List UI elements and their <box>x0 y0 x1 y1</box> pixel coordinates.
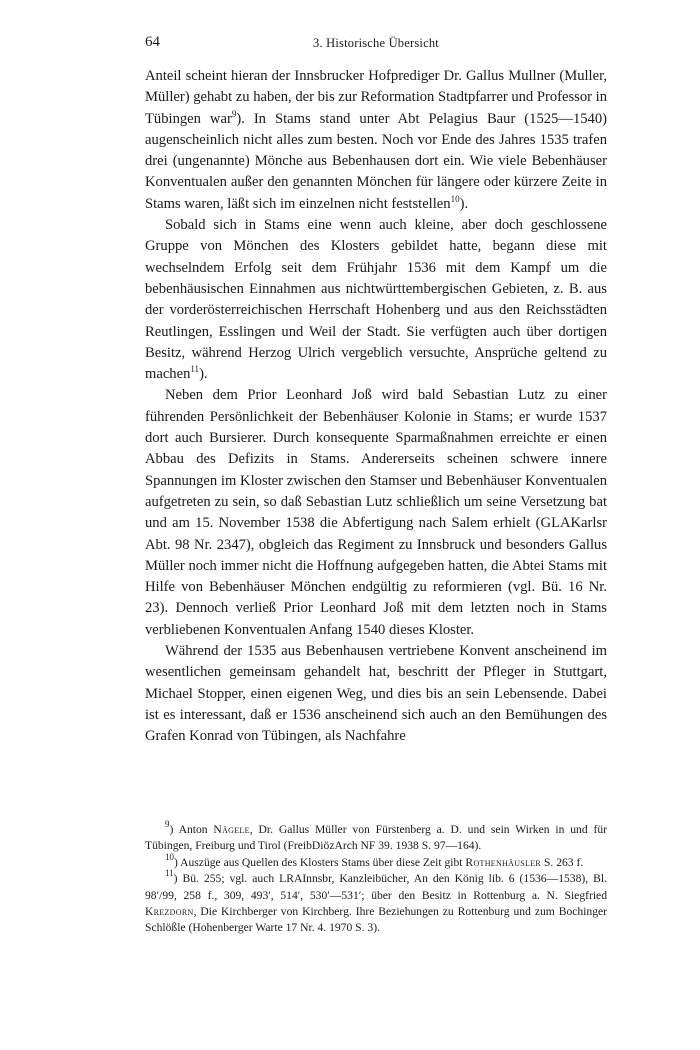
paragraph <box>145 66 607 215</box>
footnote-marker: 9 <box>165 819 170 829</box>
author-name: Rothenhäusler <box>465 855 542 869</box>
paragraph-text: Sobald sich in Stams eine wenn auch kleine, aber doch geschlossene Gruppe von Mönchen des Klosters gebildet hatte, begann diese mit wechselndem Erfolg seit dem Frühjahr 1536 mit dem Kampf um die bebenhäusischen Einnahmen aus nichtwürttembergischen Gebieten, z. B. aus der vorderösterreichischen Herrschaft Hohenberg und aus den Reichsstädten Reutlingen, Esslingen und Weil der Stadt. Sie verfügten auch über dortigen Besitz, während Herzog Ulrich vergeblich versuchte, Ansprüche geltend zu machen <box>145 217 607 383</box>
paragraph <box>145 641 607 747</box>
footnote <box>145 851 607 871</box>
footnote-text: S. 263 f. <box>541 855 584 869</box>
footnote-marker: 11 <box>190 364 200 375</box>
footnote-text: ) Anton <box>169 823 214 836</box>
footnote-text: , Die Kirchberger von Kirchberg. Ihre Beziehungen zu Rottenburg und zum Bochinger Schlößle (Hohenberger Warte 17 Nr. 4. 1970 S. 3). <box>145 905 607 935</box>
footnote <box>145 819 607 855</box>
paragraph-text: Neben dem Prior Leonhard Joß wird bald Sebastian Lutz zu einer führenden Persönlichkeit der Bebenhäuser Kolonie in Stams; er wurde 1537 dort auch Bursierer. Durch konsequente Sparmaßnahmen erreichte er einen Abbau des Defizits in Stams. Andererseits scheinen schwere innere Spannungen im Kloster zwischen den Stamser und Bebenhäuser Konventualen aufgetreten zu sein, so daß Sebastian Lutz schließlich um seine Versetzung bat und am 15. November 1538 die Abfertigung nach Salem erhielt (GLAKarlsr Abt. 98 Nr. 2347), obgleich das Regiment zu Innsbruck und besonders Gallus Müller noch immer nicht die Hoffnung aufgegeben hatten, die Abtei Stams mit Hilfe von Bebenhäuser Mönchen endgültig zu reformieren (vgl. Bü. 16 Nr. 23). Dennoch verließ Prior Leonhard Joß mit dem letzten noch in Stams verbliebenen Konventualen Anfang 1540 dieses Kloster. <box>145 387 607 638</box>
paragraph-text: ). <box>199 366 208 383</box>
footnote-marker: 10 <box>165 851 174 862</box>
page-header <box>145 34 607 58</box>
body-text <box>145 66 607 748</box>
footnote <box>145 868 607 937</box>
footnote-marker: 10 <box>450 193 460 204</box>
paragraph <box>145 215 607 385</box>
author-name: Nägele <box>213 823 250 836</box>
paragraph-text: Während der 1535 aus Bebenhausen vertriebene Konvent anscheinend im wesentlichen gemeinsam gehandelt hat, beschritt der Pfleger in Stuttgart, Michael Stopper, einen eigenen Weg, und dies bis an sein Lebensende. Dabei ist es interessant, daß er 1536 anscheinend sich auch an den Bemühungen des Grafen Konrad von Tübingen, als Nachfahre <box>145 643 607 745</box>
footnote-text: ) Bü. 255; vgl. auch LRAInnsbr, Kanzleibücher, An den König lib. 6 (1536—1538), Bl. 98′/99, 258 f., 309, 493′, 514′, 530′—531′; über den Besitz in Rottenburg a. N. Siegfried <box>145 872 607 902</box>
paragraph-text: ). <box>459 195 469 212</box>
paragraph <box>145 385 607 641</box>
paragraph-text: ). In Stams stand unter Abt Pelagius Baur (1525—1540) augenscheinlich nicht alles zum besten. Noch vor Ende des Jahres 1535 trafen drei (ungenannte) Mönche aus Bebenhausen dort ein. Wie viele Bebenhäuser Konventualen außer den genannten Mönchen für längere oder kürzere Zeite in Stams waren, läßt sich im einzelnen nicht feststellen <box>145 110 607 212</box>
author-name: Krezdorn <box>145 905 194 919</box>
footnote-marker: 9 <box>231 108 237 119</box>
footnote-text: , Dr. Gallus Müller von Fürstenberg a. D. und sein Wirken in und für Tübingen, Freiburg und Tirol (FreibDiözArch NF 39. 1938 S. 97—164). <box>145 823 607 853</box>
footnote-text: ) Auszüge aus Quellen des Klosters Stams über diese Zeit gibt <box>174 855 466 869</box>
page-number: 64 <box>145 34 160 50</box>
footnote-marker: 11 <box>165 868 174 879</box>
footnotes <box>145 819 607 937</box>
paragraph-text: Anteil scheint hieran der Innsbrucker Hofprediger Dr. Gallus Mullner (Muller, Müller) gehabt zu haben, der bis zur Reformation Stadtpfarrer und Professor in Tübingen war <box>145 68 607 127</box>
running-head: 3. Historische Übersicht <box>313 36 439 50</box>
